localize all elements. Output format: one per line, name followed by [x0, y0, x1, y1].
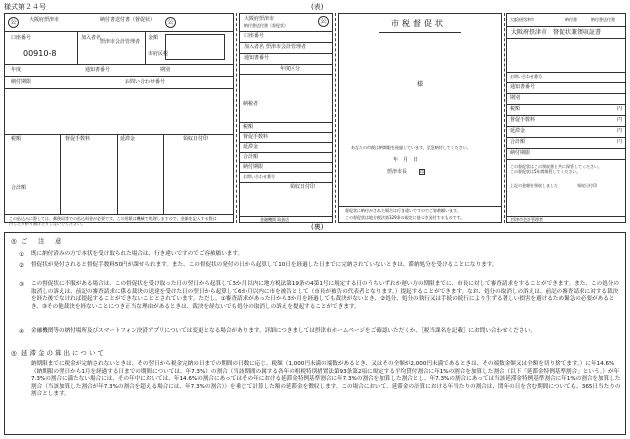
- slip3-yen-2: 円: [617, 117, 623, 123]
- note-text-2: 督促状が発付されると督促手数料50円が課せられます。また、この督促状の発付の日から起算して10日を経過した日までに完納されていないときは、滞納処分を受けることになります。: [31, 262, 498, 268]
- slip1-tax-row-2: 延滞金: [120, 136, 136, 142]
- slip1-tax-row-1: 税額: [11, 136, 22, 142]
- slip3-yen-3: 円: [617, 128, 623, 134]
- notice-title: 市税督促状: [391, 19, 446, 28]
- slip3-label-6: 延滞金: [510, 128, 526, 134]
- notice-body: あなたの市税は納期限を経過しています。至急納付してください。: [351, 145, 471, 150]
- perforation-2: [335, 13, 336, 223]
- slip1-notice-label: 通知書番号: [85, 67, 111, 73]
- slip3-title: 大阪府摂津市 督促状兼領収証書: [511, 29, 602, 36]
- notice-footnote-2: この督促状は地方税法第329条の規定に基づき発付するものです。: [345, 215, 465, 220]
- note-text-4: 金融機関等の納付場所及びスマートフォン決済アプリについては変更となる場合があります。詳細につきましては摂津市ホームページをご確認いただくか、［税当課名を記載］にお問い合わせください。: [31, 328, 536, 334]
- slip2-issuer: 大阪府摂津市: [244, 16, 275, 22]
- slip3-checker: 上記の金額を領収しました: [510, 183, 558, 188]
- front-label: (表): [311, 3, 324, 11]
- notice-date: 年 月 日: [393, 157, 419, 163]
- slip2-label-4: 延滞金: [243, 144, 259, 150]
- payment-slip-2: [239, 13, 333, 223]
- slip3-label-2: 通知書番号: [510, 84, 536, 90]
- slip1-receipt: 領収日付印: [183, 136, 209, 142]
- slip2-label-5: 合計額: [243, 154, 259, 160]
- arrears-icon: ◎: [11, 349, 17, 357]
- slip2-code-label: 口座番号: [244, 33, 265, 39]
- note-no-1: ①: [19, 252, 25, 258]
- note-no-3: ③: [19, 282, 25, 288]
- slip3-header: 納付書: [565, 17, 577, 22]
- payment-slip-1: [4, 13, 234, 226]
- slip3-label-7: 合計額: [510, 139, 526, 145]
- notice-sama: 様: [417, 81, 424, 88]
- notice-mayor: 摂津市長: [387, 169, 408, 175]
- notice-panel: [338, 13, 502, 223]
- arrears-text: 納期限までに税金が完納されないときは、その翌日から税金完納の日までの期間の日数に応じ、税額（1,000円未満の端数があるとき、又はその全額が2,000円未満であるときは、その端数金額又は全額を切り捨てます。）に年14.6%（納期限の翌日から1月を経過する日までの期間については、年7.3%）の割合（当該期間の属する各年の租税特別措置法第93条第2項に規定する平均貸付割合に年1%の割合を加算した割合（以下「延滞金特例基準割合」という。）が年7.3%の割合に満たない場合には、その年中においては、年14.6%の割合にあってはその年における延滞金特例基準割合に年7.3%の割合を加算した割合とし、年7.3%の割合にあっては当該延滞金特例基準割合に年1%の割合を加算した割合（当該加算した割合が年7.3%の割合を超える場合には、年7.3%の割合））を乗じて計算した額の延滞金を徴収します。この場合において、延滞金の計算における年当たりの割合は、閏年の日を含む期間についても、365日当たりの割合とします。: [31, 361, 621, 398]
- slip2-name-label: 加入者名: [244, 44, 265, 50]
- slip2-period-label: 年度区分: [280, 66, 301, 72]
- back-notes: [4, 232, 626, 435]
- slip3-footer: 摂津市会計管理者: [511, 217, 543, 222]
- slip1-footnote: この払込みに際しては、郵便局等での払込料金が必要です。この用紙は機械で処理しますので、金額を記入する際は 汚したり折り曲げたりしないでください。: [9, 216, 217, 226]
- slip1-period-label: 期別: [160, 67, 171, 73]
- caution-title: ご 注 意: [21, 237, 64, 245]
- slip1-name-label: 加入者名: [81, 35, 102, 41]
- receipt-slip: [506, 13, 626, 223]
- perforation-3: [504, 13, 505, 223]
- slip2-type: 納付書送付書（督促状）: [244, 23, 288, 28]
- slip3-note: この督促状はこの領収書と共に保管してください。 この督促状は5年間保管してください。: [510, 164, 602, 174]
- slip3-header2: 納付書送付書: [591, 17, 615, 22]
- slip2-label-3: 督促手数料: [243, 134, 269, 140]
- slip3-issuer: 大阪府摂津市: [510, 17, 534, 22]
- back-label: (裏): [311, 223, 324, 231]
- slip2-receipt: 領収日付印: [290, 184, 316, 190]
- note-text-1: 既に納付済みの方で本状を受け取られた場合は、行き違いですのでご容赦願います。: [31, 251, 244, 257]
- slip1-code-label: 口座番号: [11, 35, 32, 41]
- slip1-taxes: 市府民税: [148, 51, 169, 57]
- slip3-yen-1: 円: [617, 106, 623, 112]
- slip3-label-4: 税額: [510, 106, 521, 112]
- slip1-due-label: 納付期限: [11, 79, 32, 85]
- seal-mark-2: 公: [165, 17, 176, 28]
- slip3-label-3: 期別: [510, 95, 521, 101]
- mayor-seal: 印: [420, 170, 425, 175]
- note-no-2: ②: [19, 263, 25, 269]
- slip1-type: 納付書送付書（督促状）: [100, 17, 156, 23]
- seal-mark-3: 公: [318, 16, 329, 27]
- slip2-label-1: 納税者: [243, 101, 259, 107]
- slip2-footer: 金融機関 取扱店: [260, 217, 290, 222]
- slip3-yen-4: 円: [617, 139, 623, 145]
- seal-mark: 公: [8, 17, 19, 28]
- slip1-inquiry: お問い合わせ番号: [125, 79, 166, 85]
- caution-icon: ◎: [11, 237, 17, 245]
- slip2-label-2: 税額: [243, 124, 254, 130]
- slip3-label-5: 督促手数料: [510, 117, 536, 123]
- notice-footnote-1: 督促状に納付がされた場合は行き違いですのでご容赦願います。: [345, 208, 461, 213]
- slip2-label-6: 納付期限: [243, 164, 264, 170]
- slip2-name: 摂津市会計管理者: [266, 44, 307, 50]
- slip1-amount-label: 金額: [148, 35, 159, 41]
- slip2-inquiry: お問い合わせ番号: [243, 174, 275, 179]
- slip1-tax-row-3: 督促手数料: [65, 136, 91, 142]
- amount-box: [165, 34, 225, 60]
- slip1-year-label: 年度: [11, 67, 22, 73]
- perforation-1: [236, 13, 237, 223]
- slip1-code: 00910-8: [23, 49, 57, 58]
- slip3-receipt: 領収日付印: [577, 183, 597, 188]
- slip3-label-8: 納付期限: [510, 150, 531, 156]
- note-text-3: この督促状に不服がある場合は、この督促状を受け取った日の翌日から起算して3か月以内に地方税法第19条の4第1号に規定する日のうちいずれか遅い方の期限までに、市長に対して審査請求をすることができます。また、この処分の取消しの訴えは、前記の審査請求に係る裁決の送達を受けた日の翌日から起算して6か月以内に市を被告として（市長が被告の代表者となります。）提起することができます。なお、処分の取消しの訴えは、前記の審査請求に対する裁決を経た後でなければ提起することができないこととされています。ただし、①審査請求があった日から3か月を経過しても裁決がないとき、②処分、処分の執行又は手続の続行により生ずる著しい損害を避けるため緊急の必要があるとき、③その他裁決を経ないことにつき正当な理由があるときは、裁決を経ないでも処分の取消しの訴えを提起することができます。: [31, 281, 619, 310]
- slip1-issuer: 大阪府摂津市: [29, 17, 60, 23]
- form-number: 様式第２４号: [4, 3, 46, 11]
- slip2-notice-label: 通知書番号: [244, 55, 270, 61]
- slip1-tax-row-4: 合計額: [11, 185, 27, 191]
- note-no-4: ④: [19, 329, 25, 335]
- slip1-name: 摂津市会計管理者: [100, 39, 141, 45]
- arrears-title: 延滞金の算出について: [21, 349, 106, 357]
- slip3-label-1: お問い合わせ番号: [510, 74, 542, 79]
